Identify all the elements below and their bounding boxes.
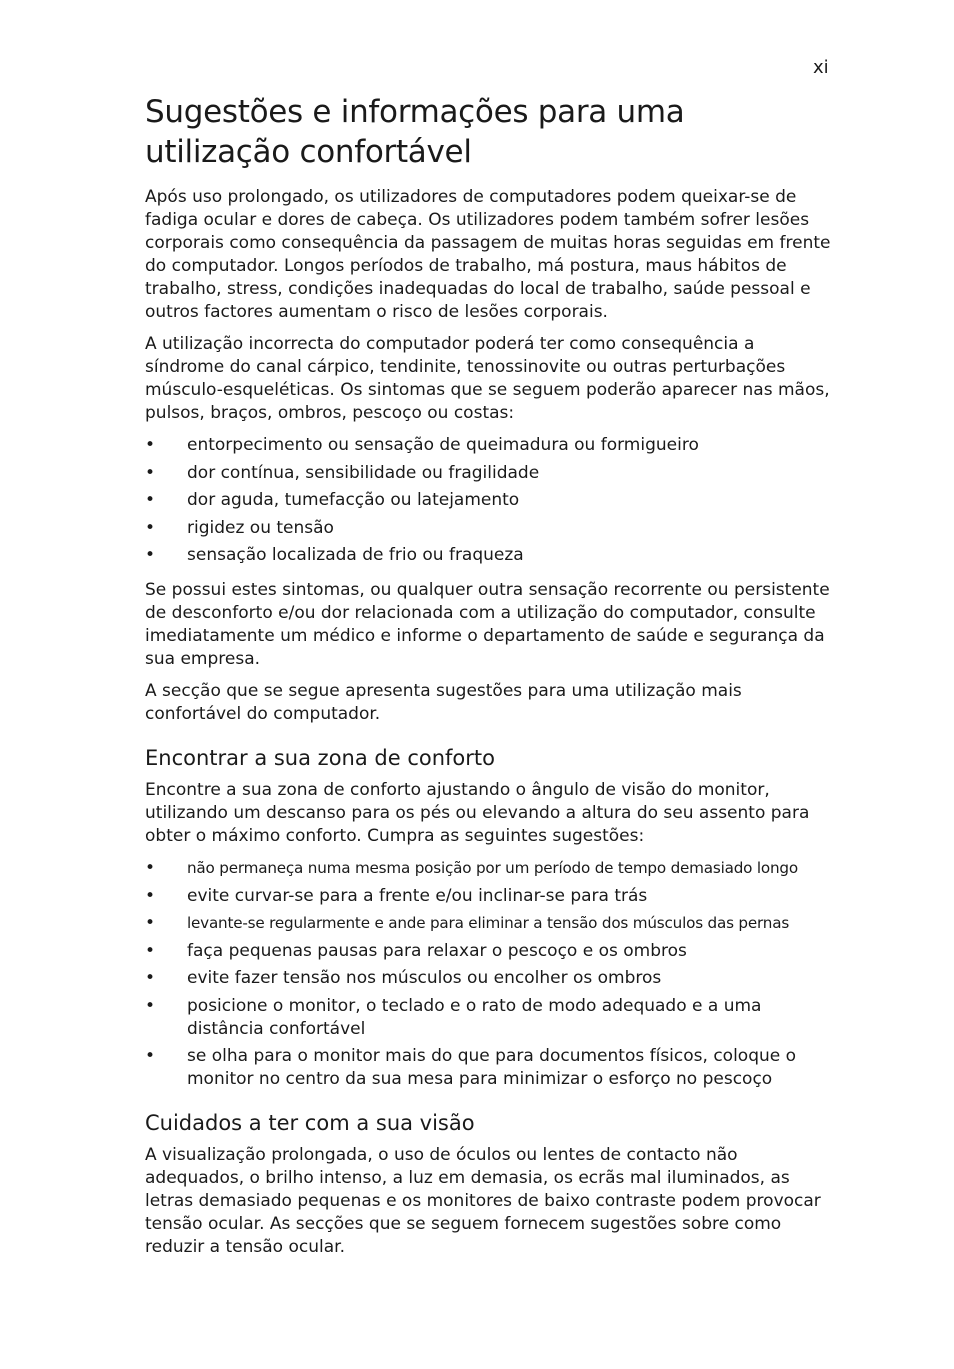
symptoms-list — [145, 434, 835, 567]
bullet-icon: • — [145, 968, 156, 988]
page-number: xi — [813, 57, 829, 78]
list-item: • sensação localizada de frio ou fraqueza — [145, 545, 524, 565]
list-item: • evite fazer tensão nos músculos ou encolher os ombros — [145, 968, 662, 988]
list-item: • faça pequenas pausas para relaxar o pescoço e os ombros — [145, 940, 687, 961]
list-item: • entorpecimento ou sensação de queimadura ou formigueiro — [145, 435, 699, 455]
list-item: • levante-se regularmente e ande para eliminar a tensão dos músculos das pernas — [145, 913, 790, 933]
page-title: Sugestões e informações para uma utilização confortável — [145, 94, 685, 170]
body-paragraph: A secção que se segue apresenta sugestões para uma utilização mais confortável do computador. — [145, 681, 742, 724]
body-paragraph: Se possui estes sintomas, ou qualquer outra sensação recorrente ou persistente de desconforto e/ou dor relacionada com a utilização do computador, consulte imediatamente um médico e informe o departamento de saúde e segurança da sua empresa. — [145, 580, 830, 669]
bullet-icon: • — [145, 1046, 156, 1066]
list-item: • dor aguda, tumefacção ou latejamento — [145, 490, 520, 510]
list-item: • rigidez ou tensão — [145, 517, 334, 538]
list-item: • dor contínua, sensibilidade ou fragilidade — [145, 462, 540, 483]
document-body — [145, 92, 835, 1268]
bullet-icon: • — [145, 995, 156, 1016]
bullet-icon: • — [145, 490, 156, 510]
bullet-icon: • — [145, 858, 155, 878]
section-heading-vision-care: Cuidados a ter com a sua visão — [145, 1111, 475, 1135]
comfort-tips-list — [145, 857, 835, 1091]
bullet-icon: • — [145, 885, 156, 906]
list-item: • não permaneça numa mesma posição por um período de tempo demasiado longo — [145, 858, 798, 878]
list-item: • evite curvar-se para a frente e/ou inclinar-se para trás — [145, 885, 648, 906]
bullet-icon: • — [145, 435, 156, 455]
bullet-icon: • — [145, 545, 156, 565]
bullet-icon: • — [145, 517, 156, 538]
comfort-zone-paragraph: Encontre a sua zona de conforto ajustando o ângulo de visão do monitor, utilizando um descanso para os pés ou elevando a altura do seu assento para obter o máximo conforto. Cumpra as seguintes sugestões: — [145, 780, 810, 846]
vision-care-paragraph: A visualização prolongada, o uso de óculos ou lentes de contacto não adequados, o brilho intenso, a luz em demasia, os ecrãs mal iluminados, as letras demasiado pequenas e os monitores de baixo contraste podem provocar tensão ocular. As secções que se seguem fornecem sugestões sobre como reduzir a tensão ocular. — [145, 1145, 821, 1257]
intro-paragraph: Após uso prolongado, os utilizadores de computadores podem queixar-se de fadiga ocular e dores de cabeça. Os utilizadores podem também sofrer lesões corporais como consequência da passagem de muitas horas seguidas em frente do computador. Longos períodos de trabalho, má postura, maus hábitos de trabalho, stress, condições inadequadas do local de trabalho, saúde pessoal e outros factores aumentam o risco de lesões corporais. — [145, 187, 831, 322]
list-item: • posicione o monitor, o teclado e o rato de modo adequado e a uma distância confortável — [145, 995, 762, 1039]
bullet-icon: • — [145, 913, 155, 933]
bullet-icon: • — [145, 940, 156, 961]
intro-paragraph: A utilização incorrecta do computador poderá ter como consequência a síndrome do canal cárpico, tendinite, tenossinovite ou outras perturbações músculo-esqueléticas. Os sintomas que se seguem poderão aparecer nas mãos, pulsos, braços, ombros, pescoço ou costas: — [145, 334, 830, 423]
bullet-icon: • — [145, 462, 156, 483]
section-heading-comfort-zone: Encontrar a sua zona de conforto — [145, 746, 495, 770]
list-item: • se olha para o monitor mais do que para documentos físicos, coloque o monitor no centro da sua mesa para minimizar o esforço no pescoço — [145, 1046, 797, 1089]
